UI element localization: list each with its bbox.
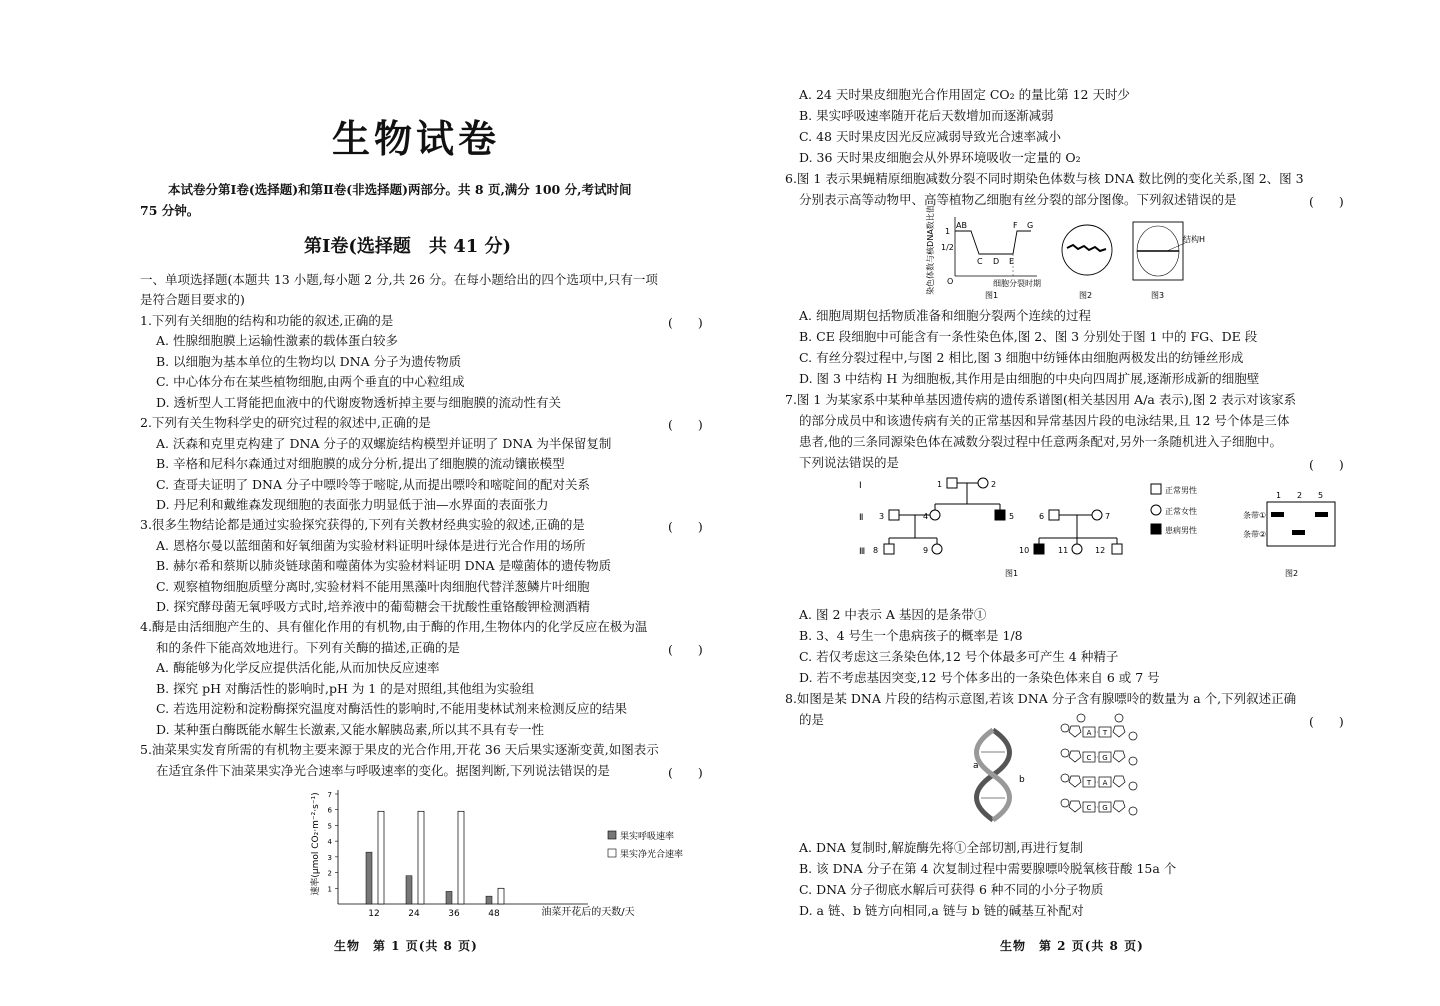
question-stem: 患者,他的三条同源染色体在减数分裂过程中任意两条配对,另外一条随机进入子细胞中。 — [799, 434, 1282, 449]
phosphate — [1061, 774, 1069, 782]
y-tick-label: 4 — [327, 838, 332, 847]
legend-normal-female: 正常女性 — [1165, 507, 1197, 516]
gen-label: Ⅱ — [859, 513, 864, 523]
svg-text:2: 2 — [1297, 491, 1303, 500]
option: B. 辛格和尼科尔森通过对细胞膜的成分分析,提出了细胞膜的流动镶嵌模型 — [156, 456, 565, 471]
gen-label: Ⅲ — [859, 547, 866, 557]
phosphate — [1061, 749, 1069, 757]
question-stem: 下列说法错误的是 — [799, 455, 900, 470]
question-stem: 在适宜条件下油菜果实净光合速率与呼吸速率的变化。据图判断,下列说法错误的是 — [156, 763, 610, 778]
bar-photosynthesis — [498, 888, 504, 904]
fig6-point-g: G — [1027, 221, 1034, 230]
option: C. 48 天时果皮因光反应减弱导致光合速率减小 — [799, 129, 1061, 144]
bar-photosynthesis — [418, 811, 424, 904]
base-left-label: C — [1086, 804, 1092, 812]
figure-7 — [855, 474, 1335, 586]
deoxyribose — [1069, 776, 1081, 787]
phosphate — [1129, 807, 1137, 815]
svg-text:5: 5 — [1009, 512, 1015, 521]
page-footer: 生物 第 2 页(共 8 页) — [1000, 939, 1144, 953]
x-tick-label: 24 — [408, 909, 420, 919]
option: A. 24 天时果皮细胞光合作用固定 CO₂ 的量比第 12 天时少 — [799, 87, 1130, 102]
option: C. 中心体分布在某些植物细胞,由两个垂直的中心粒组成 — [156, 374, 465, 389]
phosphate — [1077, 714, 1085, 722]
question-stem: 8.如图是某 DNA 片段的结构示意图,若该 DNA 分子含有腺嘌呤的数量为 a 个,下列叙述正确 — [785, 691, 1297, 706]
bar-respiration — [366, 852, 372, 904]
answer-blank: ( ) — [1309, 194, 1344, 209]
answer-blank: ( ) — [668, 417, 703, 432]
option: B. CE 段细胞中可能含有一条性染色体,图 2、图 3 分别处于图 1 中的 FG、DE 段 — [799, 329, 1258, 344]
fig6-ylabel: 染色体数与核DNA数比值 — [926, 205, 935, 295]
legend-normal-male: 正常男性 — [1165, 486, 1197, 495]
phosphate — [1129, 732, 1137, 740]
x-tick-label: 12 — [368, 909, 380, 919]
phosphate — [1129, 782, 1137, 790]
option: D. 丹尼利和戴维森发现细胞的表面张力明显低于油—水界面的表面张力 — [156, 497, 549, 512]
base-right-label: T — [1102, 729, 1108, 737]
answer-blank: ( ) — [1309, 457, 1344, 472]
intro-text: 75 分钟。 — [140, 203, 200, 218]
fig6-tick-1: 1 — [945, 227, 951, 236]
question-stem: 3.很多生物结论都是通过实验探究获得的,下列有关教材经典实验的叙述,正确的是 — [140, 517, 585, 532]
fig6-caption-2: 图2 — [1079, 291, 1093, 300]
answer-blank: ( ) — [668, 315, 703, 330]
fig6-point-ab: AB — [956, 221, 967, 230]
fig6-origin: O — [947, 277, 954, 286]
part-instruction: 是符合题目要求的) — [140, 292, 245, 307]
option: A. 恩格尔曼以蓝细菌和好氧细菌为实验材料证明叶绿体是进行光合作用的场所 — [156, 538, 586, 553]
bar-photosynthesis — [458, 811, 464, 904]
y-tick-label: 2 — [327, 869, 332, 878]
phosphate — [1061, 724, 1069, 732]
legend-respiration: 果实呼吸速率 — [620, 832, 675, 842]
option: C. DNA 分子彻底水解后可获得 6 种不同的小分子物质 — [799, 882, 1104, 897]
answer-blank: ( ) — [1309, 714, 1344, 729]
option: B. 该 DNA 分子在第 4 次复制过程中需要腺嘌呤脱氧核苷酸 15a 个 — [799, 861, 1177, 876]
question-stem: 1.下列有关细胞的结构和功能的叙述,正确的是 — [140, 313, 394, 328]
base-left-label: A — [1086, 729, 1092, 737]
answer-blank: ( ) — [668, 642, 703, 657]
option: A. 沃森和克里克构建了 DNA 分子的双螺旋结构模型并证明了 DNA 为半保留复制 — [156, 436, 612, 451]
option: C. 有丝分裂过程中,与图 2 相比,图 3 细胞中纺锤体由细胞两极发出的纺锤丝形成 — [799, 350, 1244, 365]
bar-respiration — [406, 876, 412, 904]
x-axis-label: 油菜开花后的天数/天 — [541, 907, 635, 918]
svg-text:4: 4 — [923, 512, 929, 521]
fig8-b: b — [1019, 775, 1025, 785]
gel-box — [1267, 502, 1335, 546]
question-stem: 2.下列有关生物科学史的研究过程的叙述中,正确的是 — [140, 415, 431, 430]
svg-text:7: 7 — [1105, 512, 1111, 521]
option: A. 酶能够为化学反应提供活化能,从而加快反应速率 — [156, 660, 440, 675]
question-stem: 6.图 1 表示果蝇精原细胞减数分裂不同时期染色体数与核 DNA 数比例的变化关系,图 2、图 3 — [785, 171, 1304, 186]
y-tick-label: 5 — [327, 822, 332, 831]
bar-photosynthesis — [378, 811, 384, 904]
option: C. 若仅考虑这三条染色体,12 号个体最多可产生 4 种精子 — [799, 649, 1119, 664]
phosphate — [1061, 799, 1069, 807]
option: D. a 链、b 链方向相同,a 链与 b 链的碱基互补配对 — [799, 903, 1084, 918]
y-tick-label: 7 — [327, 791, 332, 799]
fig6-point-d: D — [993, 257, 1000, 266]
phosphate — [1115, 714, 1123, 722]
deoxyribose — [1113, 801, 1125, 812]
answer-blank: ( ) — [668, 519, 703, 534]
question-stem: 4.酶是由活细胞产生的、具有催化作用的有机物,由于酶的作用,生物体内的化学反应在极为温 — [140, 619, 648, 634]
option: B. 以细胞为基本单位的生物均以 DNA 分子为遗传物质 — [156, 354, 462, 369]
fig6-h-label: 结构H — [1183, 235, 1206, 244]
option: B. 果实呼吸速率随开花后天数增加而逐渐减弱 — [799, 108, 1054, 123]
legend-swatch-respiration — [608, 831, 616, 839]
base-left-label: T — [1086, 779, 1092, 787]
option: B. 3、4 号生一个患病孩子的概率是 1/8 — [799, 628, 1023, 643]
svg-text:8: 8 — [873, 546, 879, 555]
option: B. 探究 pH 对酶活性的影响时,pH 为 1 的是对照组,其他组为实验组 — [156, 681, 535, 696]
svg-text:1: 1 — [1276, 491, 1282, 500]
y-axis-label: 速率(μmol CO₂·m⁻²·s⁻¹) — [311, 792, 321, 896]
svg-text:12: 12 — [1095, 546, 1106, 555]
x-tick-label: 36 — [448, 909, 460, 919]
bar-respiration — [486, 896, 492, 904]
svg-text:2: 2 — [991, 480, 997, 489]
intro-text: 本试卷分第Ⅰ卷(选择题)和第Ⅱ卷(非选择题)两部分。共 8 页,满分 100 分,考试时间 — [168, 182, 632, 197]
option: C. 查哥夫证明了 DNA 分子中嘌呤等于嘧啶,从而提出嘌呤和嘧啶间的配对关系 — [156, 477, 590, 492]
band-label-2: 条带② — [1243, 530, 1267, 539]
option: D. 某种蛋白酶既能水解生长激素,又能水解胰岛素,所以其不具有专一性 — [156, 722, 544, 737]
question-stem: 的部分成员中和该遗传病有关的正常基因和异常基因片段的电泳结果,且 12 号个体是三体 — [799, 413, 1290, 428]
band-label-1: 条带① — [1243, 511, 1267, 520]
fig6-point-f: F — [1013, 221, 1018, 230]
base-right-label: G — [1102, 804, 1108, 812]
option: A. 细胞周期包括物质准备和细胞分裂两个连续的过程 — [799, 308, 1091, 323]
bar-chart — [308, 782, 728, 922]
option: A. DNA 复制时,解旋酶先将①全部切割,再进行复制 — [799, 840, 1083, 855]
fig6-point-e: E — [1009, 257, 1015, 266]
question-stem: 分别表示高等动物甲、高等植物乙细胞有丝分裂的部分图像。下列叙述错误的是 — [799, 192, 1237, 207]
option: C. 观察植物细胞质壁分离时,实验材料不能用黑藻叶肉细胞代替洋葱鳞片叶细胞 — [156, 579, 590, 594]
deoxyribose — [1113, 726, 1125, 737]
option: D. 36 天时果皮细胞会从外界环境吸收一定量的 O₂ — [799, 150, 1081, 165]
deoxyribose — [1113, 776, 1125, 787]
deoxyribose — [1069, 801, 1081, 812]
y-tick-label: 3 — [327, 853, 332, 862]
svg-text:3: 3 — [879, 512, 885, 521]
legend-affected-male: 患病男性 — [1165, 526, 1197, 535]
svg-text:11: 11 — [1058, 546, 1069, 555]
bar-respiration — [446, 891, 452, 904]
legend-swatch-photosynthesis — [608, 849, 616, 857]
y-tick-label: 1 — [327, 885, 332, 894]
fig7-caption-1: 图1 — [1005, 569, 1019, 578]
svg-text:6: 6 — [1039, 512, 1045, 521]
fig6-caption-3: 图3 — [1151, 291, 1165, 300]
svg-text:9: 9 — [923, 546, 929, 555]
question-stem: 5.油菜果实发育所需的有机物主要来源于果皮的光合作用,开花 36 天后果实逐渐变黄,如图表示 — [140, 742, 659, 757]
svg-text:1: 1 — [937, 480, 943, 489]
part-instruction: 一、单项选择题(本题共 13 小题,每小题 2 分,共 26 分。在每小题给出的四个选项中,只有一项 — [140, 272, 658, 287]
svg-text:5: 5 — [1318, 491, 1324, 500]
fig6-tick-half: 1/2 — [941, 243, 954, 252]
deoxyribose — [1069, 751, 1081, 762]
base-right-label: A — [1102, 779, 1108, 787]
option: D. 图 3 中结构 H 为细胞板,其作用是由细胞的中央向四周扩展,逐渐形成新的细胞壁 — [799, 371, 1260, 386]
option: A. 图 2 中表示 A 基因的是条带① — [799, 607, 987, 622]
figure-8-dna — [975, 710, 1175, 840]
question-stem: 的是 — [799, 712, 825, 727]
svg-text:10: 10 — [1019, 546, 1030, 555]
y-tick-label: 6 — [327, 806, 332, 815]
deoxyribose — [1069, 726, 1081, 737]
fig7-caption-2: 图2 — [1285, 569, 1299, 578]
phosphate — [1129, 757, 1137, 765]
option: D. 探究酵母菌无氧呼吸方式时,培养液中的葡萄糖会干扰酸性重铬酸钾检测酒精 — [156, 599, 590, 614]
figure-6 — [925, 205, 1215, 304]
page-title: 生物试卷 — [332, 116, 501, 161]
base-right-label: G — [1102, 754, 1108, 762]
option: C. 若选用淀粉和淀粉酶探究温度对酶活性的影响时,不能用斐林试剂来检测反应的结果 — [156, 701, 628, 716]
answer-blank: ( ) — [668, 765, 703, 780]
fig6-caption-1: 图1 — [985, 291, 999, 300]
gen-label: Ⅰ — [859, 481, 862, 491]
option: A. 性腺细胞膜上运输性激素的载体蛋白较多 — [156, 333, 398, 348]
question-stem: 和的条件下能高效地进行。下列有关酶的描述,正确的是 — [156, 640, 460, 655]
legend-photosynthesis: 果实净光合速率 — [620, 850, 684, 860]
section-heading: 第Ⅰ卷(选择题 共 41 分) — [304, 236, 512, 257]
option: D. 若不考虑基因突变,12 号个体多出的一条染色体来自 6 或 7 号 — [799, 670, 1160, 685]
option: D. 透析型人工肾能把血液中的代谢废物透析掉主要与细胞膜的流动性有关 — [156, 395, 562, 410]
base-left-label: C — [1086, 754, 1092, 762]
page-footer: 生物 第 1 页(共 8 页) — [334, 939, 478, 953]
option: B. 赫尔希和蔡斯以肺炎链球菌和噬菌体为实验材料证明 DNA 是噬菌体的遗传物质 — [156, 558, 612, 573]
deoxyribose — [1113, 751, 1125, 762]
question-stem: 7.图 1 为某家系中某种单基因遗传病的遗传系谱图(相关基因用 A/a 表示),图 2 表示对该家系 — [785, 392, 1297, 407]
fig8-a: a — [973, 761, 979, 771]
fig6-xlabel: 细胞分裂时期 — [993, 279, 1041, 288]
fig6-point-c: C — [977, 257, 983, 266]
x-tick-label: 48 — [488, 909, 500, 919]
